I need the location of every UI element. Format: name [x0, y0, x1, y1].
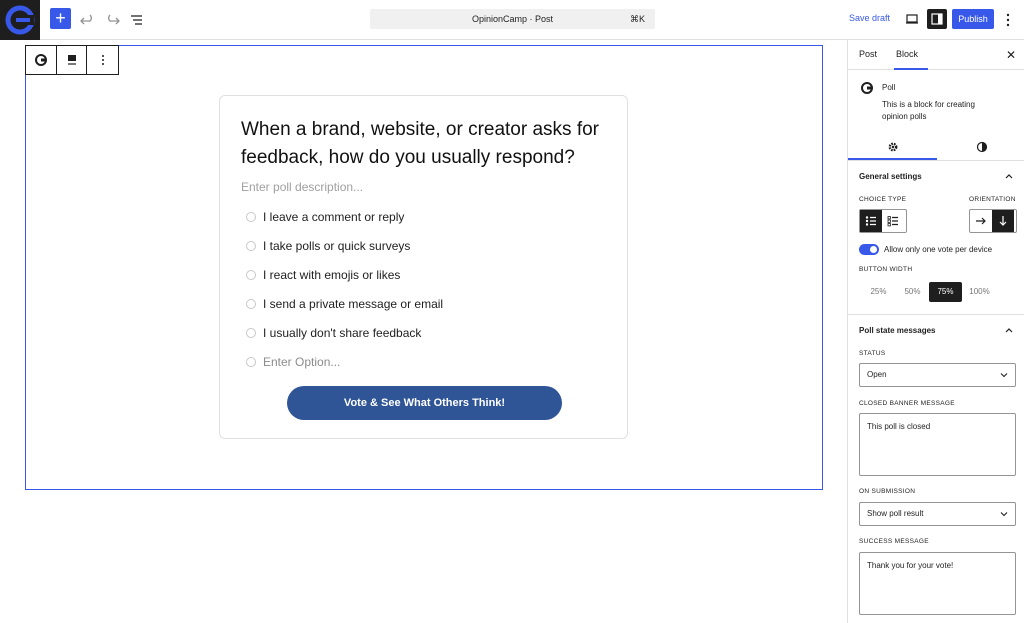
button-width-100[interactable]: 100% — [969, 287, 990, 296]
editor-top-bar — [0, 0, 1024, 40]
general-settings-title[interactable]: General settings — [859, 172, 922, 181]
options-menu-icon[interactable] — [1005, 12, 1011, 28]
site-logo-icon[interactable] — [0, 0, 40, 40]
sidebar-icon — [927, 9, 947, 29]
add-option-placeholder: Enter Option... — [263, 355, 341, 369]
poll-option[interactable] — [246, 237, 410, 255]
button-width-25[interactable]: 25% — [870, 287, 887, 296]
block-description: This is a block for creating opinion polls — [882, 100, 975, 121]
single-choice-option[interactable] — [860, 210, 882, 232]
poll-option-label: I send a private message or email — [263, 297, 444, 311]
poll-option[interactable] — [246, 295, 443, 313]
poll-state-title[interactable]: Poll state messages — [859, 326, 936, 335]
settings-sidebar-toggle[interactable] — [927, 9, 947, 29]
poll-card — [219, 95, 628, 439]
one-vote-toggle-label: Allow only one vote per device — [884, 245, 993, 254]
panel-divider — [848, 314, 1024, 315]
block-title: Poll — [882, 83, 896, 92]
radio-icon — [246, 357, 256, 367]
add-option-input[interactable] — [246, 353, 340, 371]
status-select[interactable] — [859, 363, 1016, 387]
chevron-up-icon[interactable] — [1005, 326, 1013, 334]
choice-type-label: CHOICE TYPE — [859, 196, 907, 203]
block-settings-tabs — [848, 133, 1024, 161]
settings-gear-icon[interactable] — [887, 141, 899, 153]
poll-option[interactable] — [246, 324, 421, 342]
document-overview-icon[interactable] — [127, 10, 147, 30]
orientation-horizontal-option[interactable] — [970, 210, 992, 232]
status-label: STATUS — [859, 350, 886, 357]
tab-post[interactable]: Post — [859, 49, 878, 59]
command-palette-bar[interactable] — [370, 9, 655, 29]
button-width-75[interactable]: 75% — [929, 282, 962, 302]
add-block-button[interactable]: + — [50, 8, 71, 29]
poll-block-icon — [860, 81, 874, 95]
radio-icon[interactable] — [246, 328, 256, 338]
on-submission-value: Show poll result — [867, 509, 924, 518]
poll-description-input[interactable]: Enter poll description... — [241, 180, 364, 194]
undo-icon[interactable] — [78, 10, 98, 30]
chevron-down-icon — [1000, 371, 1008, 379]
radio-icon[interactable] — [246, 270, 256, 280]
more-vertical-icon — [101, 54, 105, 66]
on-submission-label: ON SUBMISSION — [859, 488, 916, 495]
on-submission-select[interactable] — [859, 502, 1016, 526]
arrow-down-icon — [997, 215, 1009, 227]
document-title: OpinionCamp · Post — [471, 14, 554, 24]
poll-question[interactable]: When a brand, website, or creator asks for feedback, how do you usually respond? — [241, 119, 599, 168]
radio-icon[interactable] — [246, 299, 256, 309]
poll-option[interactable] — [246, 266, 400, 284]
orientation-vertical-option[interactable] — [992, 210, 1014, 232]
poll-option-label: I usually don't share feedback — [263, 326, 422, 340]
tab-block[interactable]: Block — [896, 49, 919, 59]
radio-icon[interactable] — [246, 212, 256, 222]
styles-contrast-icon[interactable] — [976, 141, 988, 153]
sidebar-tabs — [848, 40, 1024, 70]
block-options-button[interactable] — [87, 46, 118, 74]
one-vote-toggle[interactable] — [859, 244, 879, 255]
radio-icon[interactable] — [246, 241, 256, 251]
vote-button[interactable]: Vote & See What Others Think! — [287, 386, 562, 420]
status-value: Open — [867, 370, 887, 379]
closed-banner-textarea[interactable]: This poll is closed — [859, 413, 1016, 476]
settings-sidebar — [847, 40, 1024, 623]
active-subtab-indicator — [848, 158, 937, 160]
poll-option[interactable] — [246, 208, 404, 226]
publish-button[interactable]: Publish — [952, 9, 994, 29]
poll-option-label: I leave a comment or reply — [263, 210, 405, 224]
block-type-button[interactable] — [26, 46, 57, 74]
redo-icon[interactable] — [102, 10, 122, 30]
success-message-label: SUCCESS MESSAGE — [859, 538, 929, 545]
device-preview-icon[interactable] — [905, 12, 919, 26]
chevron-down-icon — [1000, 510, 1008, 518]
poll-block-icon — [34, 53, 48, 67]
close-icon[interactable]: ✕ — [1006, 48, 1017, 62]
success-message-textarea[interactable]: Thank you for your vote! — [859, 552, 1016, 615]
choice-type-toggle — [859, 209, 907, 233]
list-icon — [865, 215, 877, 227]
align-icon — [66, 54, 78, 66]
multiple-choice-option[interactable] — [882, 210, 904, 232]
chevron-up-icon[interactable] — [1005, 172, 1013, 180]
orientation-label: ORIENTATION — [969, 196, 1016, 203]
button-width-label: BUTTON WIDTH — [859, 266, 913, 273]
arrow-right-icon — [975, 215, 987, 227]
block-align-button[interactable] — [57, 46, 88, 74]
poll-option-label: I react with emojis or likes — [263, 268, 401, 282]
orientation-toggle — [969, 209, 1017, 233]
closed-banner-label: CLOSED BANNER MESSAGE — [859, 400, 955, 407]
button-width-50[interactable]: 50% — [904, 287, 921, 296]
checklist-icon — [887, 215, 899, 227]
block-toolbar — [25, 45, 119, 75]
keyboard-shortcut: ⌘K — [629, 14, 645, 24]
save-draft-button[interactable]: Save draft — [849, 13, 891, 23]
poll-option-label: I take polls or quick surveys — [263, 239, 411, 253]
